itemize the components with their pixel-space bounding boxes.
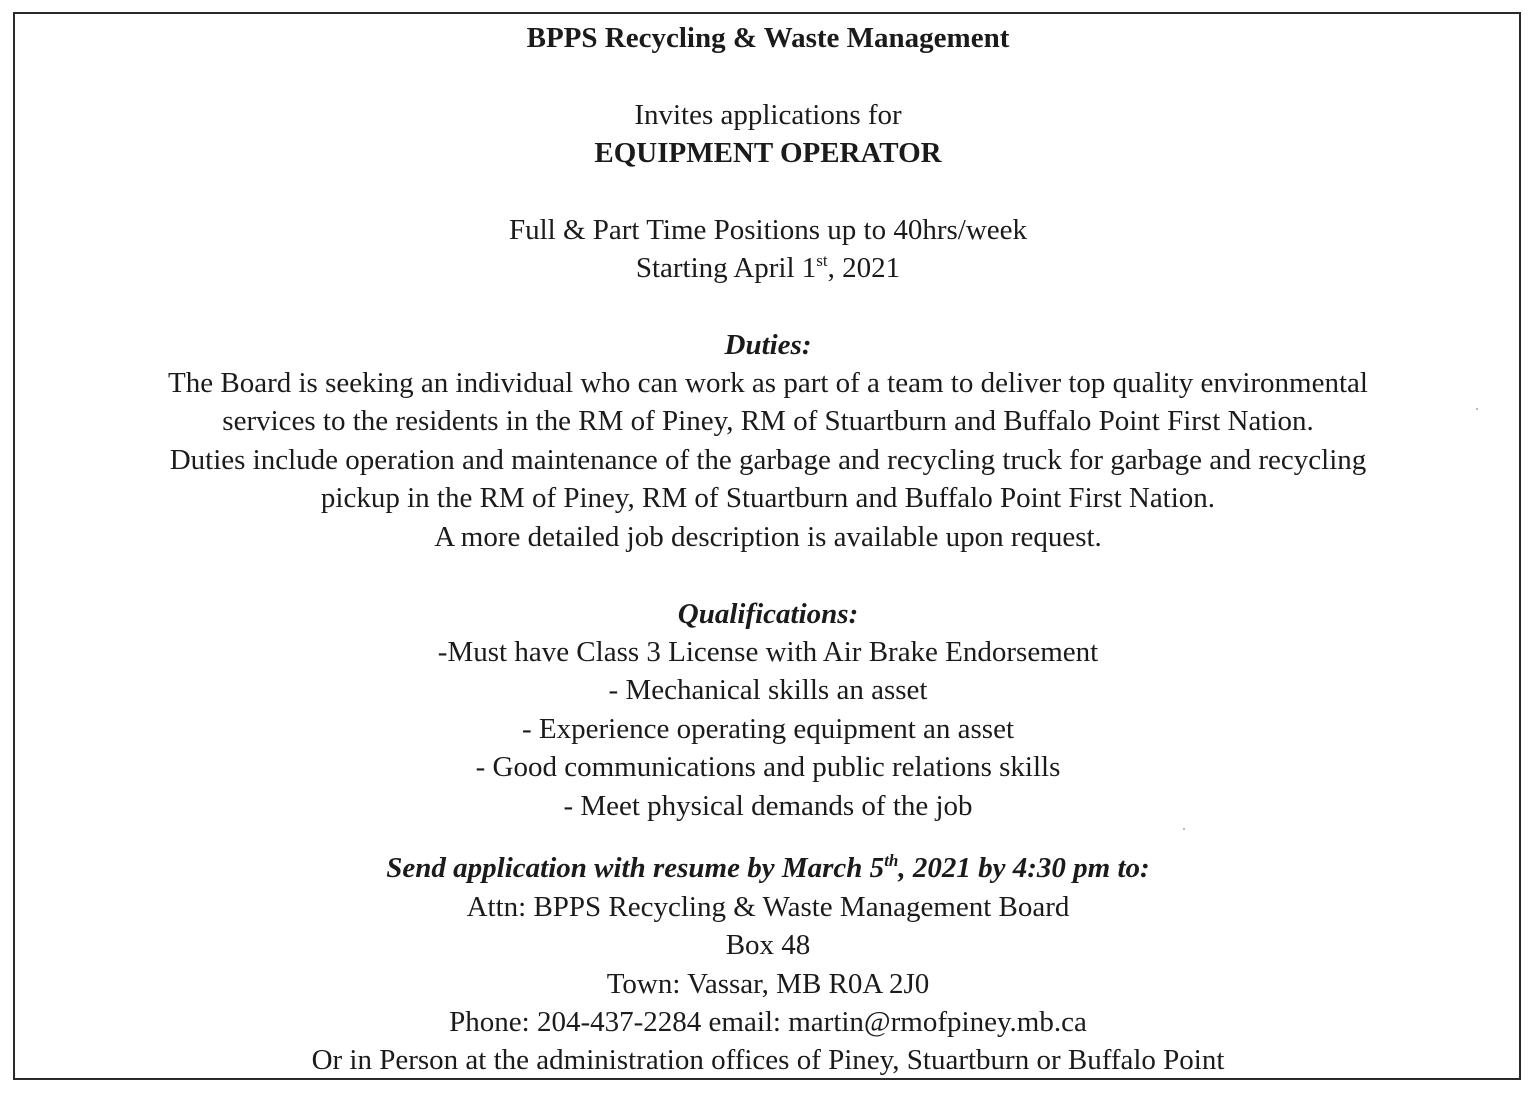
application-town: Town: Vassar, MB R0A 2J0	[606, 968, 930, 1000]
qualification-item: - Meet physical demands of the job	[563, 790, 973, 822]
application-attn: Attn: BPPS Recycling & Waste Management Board	[466, 891, 1070, 923]
duties-line: pickup in the RM of Piney, RM of Stuartburn and Buffalo Point First Nation.	[320, 482, 1216, 514]
application-in-person: Or in Person at the administration offices of Piney, Stuartburn or Buffalo Point	[311, 1044, 1225, 1076]
position-title: EQUIPMENT OPERATOR	[594, 137, 942, 169]
duties-line: A more detailed job description is available upon request.	[434, 521, 1102, 553]
qualification-item: - Good communications and public relations skills	[475, 751, 1061, 783]
organization-title: BPPS Recycling & Waste Management	[526, 22, 1010, 54]
application-contact: Phone: 204-437-2284 email: martin@rmofpiney.mb.ca	[449, 1006, 1087, 1038]
duties-line: The Board is seeking an individual who can work as part of a team to deliver top quality environmental	[168, 367, 1368, 399]
qualifications-heading: Qualifications:	[677, 598, 859, 630]
duties-line: services to the residents in the RM of Piney, RM of Stuartburn and Buffalo Point First Nation.	[222, 405, 1314, 437]
application-heading	[0, 850, 1536, 886]
start-date-suffix: , 2021	[827, 252, 901, 284]
application-heading-prefix: Send application with resume by March 5	[386, 852, 885, 884]
qualification-item: - Experience operating equipment an asset	[522, 713, 1014, 745]
start-date-prefix: Starting April 1	[635, 252, 817, 284]
hours-line: Full & Part Time Positions up to 40hrs/week	[508, 214, 1028, 246]
duties-line: Duties include operation and maintenance of the garbage and recycling truck for garbage and recycling	[169, 444, 1367, 476]
duties-heading: Duties:	[724, 329, 812, 361]
scan-speck	[1183, 828, 1185, 830]
qualification-item: -Must have Class 3 License with Air Brake Endorsement	[437, 636, 1099, 668]
application-box: Box 48	[725, 929, 811, 961]
application-heading-suffix: , 2021 by 4:30 pm to:	[898, 852, 1150, 884]
start-date-line	[0, 250, 1536, 286]
application-heading-ordinal: th	[884, 851, 899, 870]
qualification-item: - Mechanical skills an asset	[608, 674, 928, 706]
scan-speck	[1476, 408, 1478, 410]
start-date-ordinal: st	[816, 251, 828, 270]
invites-line: Invites applications for	[634, 99, 902, 131]
